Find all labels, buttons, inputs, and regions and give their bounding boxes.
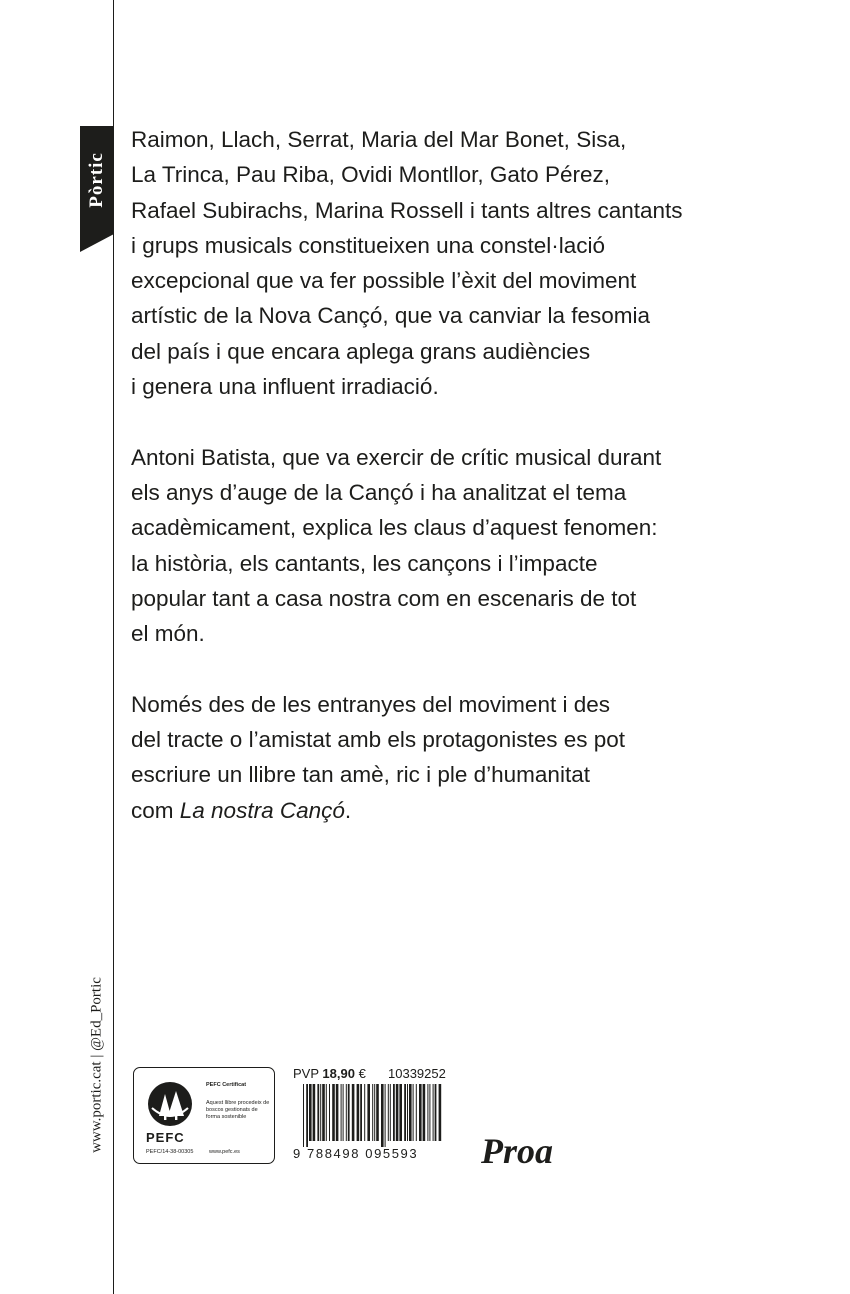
barcode-bar [372,1084,373,1141]
blurb-line: excepcional que va fer possible l’èxit del moviment [131,268,637,294]
barcode-bar [313,1084,316,1141]
book-title: La nostra Cançó [179,797,345,823]
blurb-line: popular tant a casa nostra com en escenaris de tot [131,585,637,611]
barcode-bar [326,1084,327,1141]
publisher-logo: Proa [481,1131,553,1171]
blurb-text: com [131,797,180,823]
pefc-certified-label: PEFC Certificat [206,1082,247,1088]
reference-number: 10339252 [388,1066,446,1081]
blurb-last-line [131,793,731,828]
barcode-bar [433,1084,434,1141]
barcode-bar [396,1084,399,1141]
side-contact: www.portic.cat | @Ed_Portic [88,977,105,1153]
barcode-bar [413,1084,414,1141]
price-amount: 18,90 [322,1066,355,1081]
barcode-bar [322,1084,325,1141]
barcode-bar [423,1084,426,1141]
blurb-text: . [344,797,352,823]
blurb-line: La Trinca, Pau Riba, Ovidi Montllor, Gato Pérez, [131,162,610,188]
blurb-line: Rafael Subirachs, Marina Rossell i tants altres cantants [131,197,683,223]
barcode-bar [393,1084,395,1141]
pefc-description: Aquest llibre procedeix de boscos gestionats de forma sostenible [206,1100,270,1120]
barcode-bar [388,1084,389,1141]
barcode-bar [399,1084,402,1141]
barcode-bar [390,1084,391,1141]
publisher-tab-point [80,234,114,252]
blurb-line: acadèmicament, explica les claus d’aquest fenomen: [131,515,658,541]
pefc-certificate [133,1067,275,1164]
barcode-bar [303,1084,304,1147]
barcode-bar [416,1084,417,1141]
blurb-line: artístic de la Nova Cançó, que va canviar la fesomia [131,303,651,329]
blurb-line: escriure un llibre tan amè, ric i ple d’humanitat [131,762,590,788]
barcode-bar [419,1084,422,1141]
blurb [131,122,731,863]
barcode-bar [309,1084,312,1141]
pefc-tree-logo-icon [146,1080,194,1128]
barcode-bar [376,1084,379,1141]
barcode-bar [427,1084,428,1141]
barcode-bar [409,1084,412,1141]
pefc-brand: PEFC [146,1130,185,1145]
barcode-bar [381,1084,384,1147]
barcode-bar [336,1084,339,1141]
barcode-bar [429,1084,430,1141]
blurb-line: Antoni Batista, que va exercir de crític musical durant [131,444,662,470]
blurb-line: i grups musicals constitueixen una constel·lació [131,232,605,258]
blurb-paragraph-1 [131,122,731,404]
barcode-bar [404,1084,406,1141]
barcode-bar [306,1084,308,1147]
barcode-bar [364,1084,365,1141]
price-prefix: PVP [293,1066,319,1081]
barcode-bar [439,1084,442,1141]
barcode-bar [385,1084,386,1147]
blurb-line: del tracte o l’amistat amb els protagonistes es pot [131,727,626,753]
barcode-bar [348,1084,350,1141]
barcode-bar [352,1084,355,1141]
barcode-bar [341,1084,342,1141]
price-currency: € [358,1066,366,1081]
barcode-bar [317,1084,319,1141]
barcode-bar [320,1084,321,1141]
isbn-number: 9 788498 095593 [293,1146,419,1161]
barcode-bar [332,1084,335,1141]
barcode-bar [343,1084,344,1141]
publisher-tab-label: Pòrtic [86,152,107,208]
barcode-bar [329,1084,330,1141]
blurb-line: Raimon, Llach, Serrat, Maria del Mar Bonet, Sisa, [131,127,627,152]
barcode-bar [357,1084,360,1141]
barcode-bar [346,1084,347,1141]
barcode-bar [435,1084,437,1141]
blurb-line: el món. [131,621,205,647]
pefc-website: www.pefc.es [209,1149,240,1155]
barcode-bar [360,1084,362,1141]
barcode-bar [367,1084,370,1141]
blurb-line: els anys d’auge de la Cançó i ha analitzat el tema [131,479,627,505]
pefc-code: PEFC/14-38-00305 [146,1149,194,1155]
barcode [303,1084,443,1147]
barcode-bar [407,1084,408,1141]
blurb-line: la història, els cantants, les cançons i l’impacte [131,550,598,576]
blurb-line: i genera una influent irradiació. [131,374,439,400]
blurb-paragraph-2 [131,440,731,652]
blurb-paragraph-3 [131,687,731,828]
blurb-line: Només des de les entranyes del moviment i des [131,691,610,717]
blurb-line: del país i que encara aplega grans audiències [131,338,591,364]
barcode-bar [374,1084,375,1141]
price [293,1066,366,1081]
